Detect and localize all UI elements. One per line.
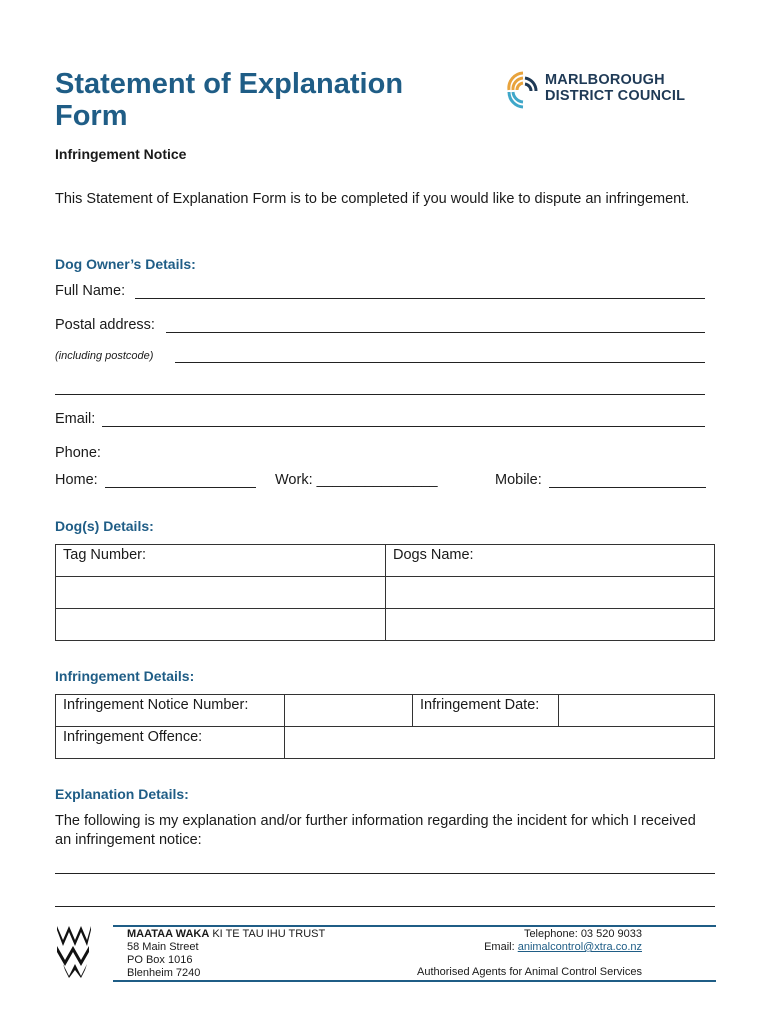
home-phone-field[interactable] (105, 487, 256, 488)
offence-label: Infringement Offence: (56, 727, 285, 759)
mobile-phone-label: Mobile: (495, 472, 542, 488)
table-row (56, 577, 715, 609)
footer-top-rule (113, 925, 716, 927)
tag-number-cell[interactable] (56, 609, 386, 641)
footer-email-label: Email: (484, 941, 518, 953)
footer-email-link[interactable]: animalcontrol@xtra.co.nz (517, 941, 642, 953)
infringement-details-table (55, 694, 715, 759)
dogs-name-cell[interactable] (386, 609, 715, 641)
dogs-name-cell[interactable] (386, 577, 715, 609)
explanation-text: The following is my explanation and/or further information regarding the incident for which I received an infringement notice: (55, 813, 696, 848)
subheading: Infringement Notice (55, 146, 187, 162)
footer-email (484, 941, 642, 954)
logo-line-1: MARLBOROUGH (545, 72, 665, 88)
table-row (56, 695, 715, 727)
dog-details-table (55, 544, 715, 641)
council-logo-text (545, 72, 685, 104)
postal-address-field[interactable] (166, 332, 705, 333)
footer-address-3: Blenheim 7240 (127, 967, 201, 979)
footer-agents: Authorised Agents for Animal Control Services (416, 966, 642, 978)
postal-address-label: Postal address: (55, 317, 155, 333)
explanation-line-1[interactable] (55, 873, 715, 874)
dog-table-header-row (56, 545, 715, 577)
footer-address-1: 58 Main Street (127, 941, 199, 953)
explanation-section-heading: Explanation Details: (55, 786, 189, 802)
title-line-1: Statement of Explanation (55, 68, 404, 100)
footer-org-bold: MAATAA WAKA (127, 928, 210, 940)
table-row (56, 609, 715, 641)
dog-section-heading: Dog(s) Details: (55, 518, 154, 534)
footer-org-rest: KI TE TAU IHU TRUST (209, 928, 326, 940)
offence-field[interactable] (285, 727, 715, 759)
notice-number-label: Infringement Notice Number: (56, 695, 285, 727)
infringement-section-heading: Infringement Details: (55, 668, 195, 684)
trust-logo (55, 924, 93, 978)
home-phone-label: Home: (55, 472, 98, 488)
postal-address-line-3[interactable] (55, 394, 705, 395)
title-line-2: Form (55, 100, 128, 132)
page-title (55, 68, 455, 132)
intro-text: This Statement of Explanation Form is to be completed if you would like to dispute an infringement. (55, 191, 690, 207)
infringement-date-field[interactable] (559, 695, 715, 727)
email-label: Email: (55, 411, 96, 427)
work-phone-label: Work: _______________ (275, 472, 438, 488)
footer-bottom-rule (113, 980, 716, 982)
postal-address-line-2[interactable] (175, 362, 705, 363)
footer-org-name (127, 928, 325, 941)
logo-line-2: DISTRICT COUNCIL (545, 88, 686, 104)
notice-number-field[interactable] (285, 695, 413, 727)
footer-telephone: Telephone: 03 520 9033 (523, 928, 642, 940)
mobile-phone-field[interactable] (549, 487, 706, 488)
trust-logo-icon (55, 924, 93, 978)
postcode-note: (including postcode) (55, 350, 154, 362)
full-name-field[interactable] (135, 298, 705, 299)
infringement-date-label: Infringement Date: (413, 695, 559, 727)
email-field[interactable] (102, 426, 705, 427)
council-logo-icon (505, 70, 541, 110)
table-row (56, 727, 715, 759)
tag-number-header: Tag Number: (56, 545, 386, 577)
tag-number-cell[interactable] (56, 577, 386, 609)
footer-address-2: PO Box 1016 (127, 954, 193, 966)
dogs-name-header: Dogs Name: (386, 545, 715, 577)
owner-section-heading: Dog Owner’s Details: (55, 256, 196, 272)
phone-label: Phone: (55, 445, 101, 461)
full-name-label: Full Name: (55, 283, 126, 299)
explanation-line-2[interactable] (55, 906, 715, 907)
